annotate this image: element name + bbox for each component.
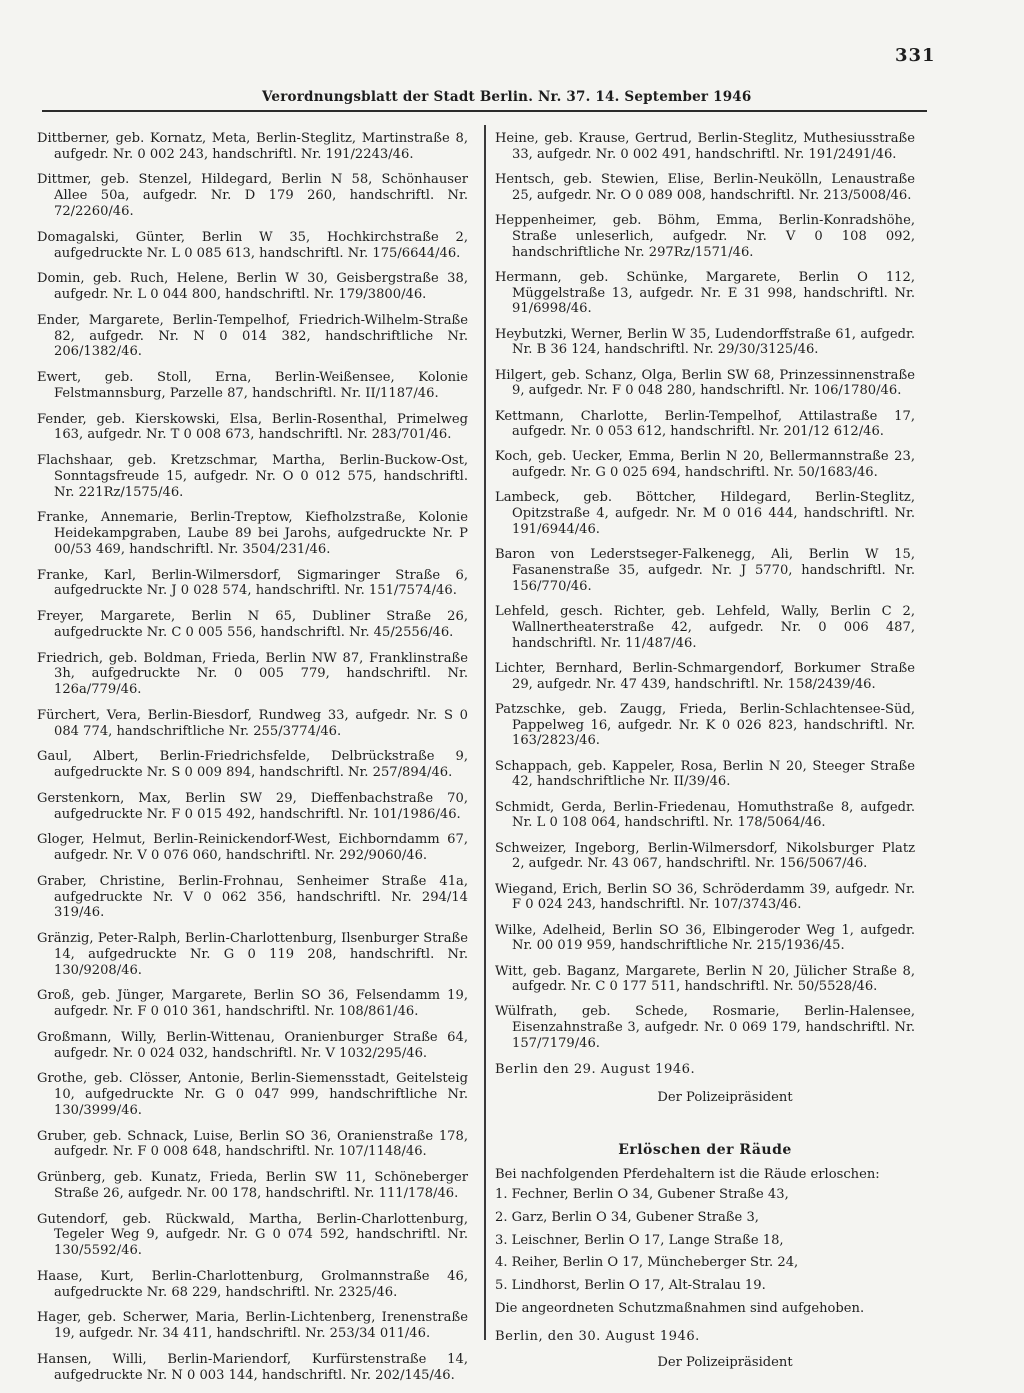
section-intro: Bei nachfolgenden Pferdehaltern ist die Räude erloschen:: [495, 1167, 880, 1183]
list-item: 3. Leischner, Berlin O 17, Lange Straße 18,: [495, 1232, 784, 1248]
list-entry: Großmann, Willy, Berlin-Wittenau, Oranienburger Straße 64, aufgedr. Nr. 0 024 032, handschriftl. Nr. V 1032/295/46.: [37, 1029, 468, 1061]
list-entry: Haase, Kurt, Berlin-Charlottenburg, Grolmannstraße 46, aufgedruckte Nr. 68 229, handschriftl. Nr. 2325/46.: [37, 1268, 468, 1300]
list-entry: Heybutzki, Werner, Berlin W 35, Ludendorffstraße 61, aufgedr. Nr. B 36 124, handschriftl. Nr. 29/30/3125/46.: [495, 326, 915, 358]
list-entry: Lichter, Bernhard, Berlin-Schmargendorf, Borkumer Straße 29, aufgedr. Nr. 47 439, handschriftl. Nr. 158/2439/46.: [495, 660, 915, 692]
list-entry: Lehfeld, gesch. Richter, geb. Lehfeld, Wally, Berlin C 2, Wallnertheaterstraße 42, aufgedr. Nr. 0 006 487, handschriftl. Nr. 11/487/46.: [495, 604, 915, 651]
list-entry: Schappach, geb. Kappeler, Rosa, Berlin N 20, Steeger Straße 42, handschriftliche Nr. II/39/46.: [495, 758, 915, 790]
column-divider: [484, 125, 486, 1340]
right-column: [495, 131, 915, 1370]
list-entry: Franke, Annemarie, Berlin-Treptow, Kiefholzstraße, Kolonie Heidekampgraben, Laube 89 bei Jarohs, aufgedruckte Nr. P 00/53 469, handschriftl. Nr. 3504/231/46.: [37, 510, 468, 557]
section-list: [495, 1187, 915, 1294]
list-entry: Dittmer, geb. Stenzel, Hildegard, Berlin N 58, Schönhauser Allee 50a, aufgedr. Nr. D 179 260, handschriftl. Nr. 72/2260/46.: [37, 172, 468, 220]
list-entry: Hilgert, geb. Schanz, Olga, Berlin SW 68, Prinzessinnenstraße 9, aufgedr. Nr. F 0 048 280, handschriftl. Nr. 106/1780/46.: [495, 367, 915, 399]
list-entry: Gerstenkorn, Max, Berlin SW 29, Dieffenbachstraße 70, aufgedruckte Nr. F 0 015 492, handschriftl. Nr. 101/1986/46.: [37, 790, 468, 822]
section-note: Die angeordneten Schutzmaßnahmen sind aufgehoben.: [495, 1301, 865, 1317]
list-entry: Grünberg, geb. Kunatz, Frieda, Berlin SW 11, Schöneberger Straße 26, aufgedr. Nr. 00 178, handschriftl. Nr. 111/178/46.: [37, 1170, 468, 1201]
header-rule: [42, 110, 927, 112]
list-entry: Wülfrath, geb. Schede, Rosmarie, Berlin-Halensee, Eisenzahnstraße 3, aufgedr. Nr. 0 069 179, handschriftl. Nr. 157/7179/46.: [495, 1004, 915, 1052]
list-entry: Baron von Lederstseger-Falkenegg, Ali, Berlin W 15, Fasanenstraße 35, aufgedr. Nr. J 5770, handschriftl. Nr. 156/770/46.: [495, 547, 915, 594]
signoff: [495, 1062, 915, 1106]
list-entry: Patzschke, geb. Zaugg, Frieda, Berlin-Schlachtensee-Süd, Pappelweg 16, aufgedr. Nr. K 0 026 823, handschriftl. Nr. 163/2823/46.: [495, 701, 915, 749]
running-header: Verordnungsblatt der Stadt Berlin. Nr. 37. 14. September 1946: [262, 89, 752, 105]
list-entry: Gränzig, Peter-Ralph, Berlin-Charlottenburg, Ilsenburger Straße 14, aufgedruckte Nr. G 0 119 208, handschriftl. Nr. 130/9208/46.: [37, 931, 468, 978]
list-entry: Gloger, Helmut, Berlin-Reinickendorf-West, Eichborndamm 67, aufgedr. Nr. V 0 076 060, handschriftl. Nr. 292/9060/46.: [37, 832, 468, 864]
list-item: 5. Lindhorst, Berlin O 17, Alt-Stralau 19.: [495, 1278, 766, 1294]
list-entry: Koch, geb. Uecker, Emma, Berlin N 20, Bellermannstraße 23, aufgedr. Nr. G 0 025 694, handschriftl. Nr. 50/1683/46.: [495, 449, 915, 481]
list-entry: Lambeck, geb. Böttcher, Hildegard, Berlin-Steglitz, Opitzstraße 4, aufgedr. Nr. M 0 016 444, handschriftl. Nr. 191/6944/46.: [495, 490, 915, 538]
list-entry: Fender, geb. Kierskowski, Elsa, Berlin-Rosenthal, Primelweg 163, aufgedr. Nr. T 0 008 673, handschriftl. Nr. 283/701/46.: [37, 411, 468, 443]
list-entry: Groß, geb. Jünger, Margarete, Berlin SO 36, Felsendamm 19, aufgedr. Nr. F 0 010 361, handschriftl. Nr. 108/861/46.: [37, 988, 468, 1020]
left-column: [37, 131, 468, 1393]
list-entry: Gaul, Albert, Berlin-Friedrichsfelde, Delbrückstraße 9, aufgedruckte Nr. S 0 009 894, handschriftl. Nr. 257/894/46.: [37, 749, 468, 781]
list-entry: Wilke, Adelheid, Berlin SO 36, Elbingeroder Weg 1, aufgedr. Nr. 00 019 959, handschriftliche Nr. 215/1936/45.: [495, 922, 915, 954]
list-item: 2. Garz, Berlin O 34, Gubener Straße 3,: [495, 1209, 759, 1225]
list-entry: Domin, geb. Ruch, Helene, Berlin W 30, Geisbergstraße 38, aufgedr. Nr. L 0 044 800, handschriftl. Nr. 179/3800/46.: [37, 271, 468, 303]
list-item: 4. Reiher, Berlin O 17, Müncheberger Str. 24,: [495, 1255, 799, 1271]
list-entry: Gruber, geb. Schnack, Luise, Berlin SO 36, Oranienstraße 178, aufgedr. Nr. F 0 008 648, handschriftl. Nr. 107/1148/46.: [37, 1128, 468, 1160]
list-entry: Dittberner, geb. Kornatz, Meta, Berlin-Steglitz, Martinstraße 8, aufgedr. Nr. 0 002 243, handschriftl. Nr. 191/2243/46.: [37, 131, 468, 162]
list-entry: Witt, geb. Baganz, Margarete, Berlin N 20, Jülicher Straße 8, aufgedr. Nr. C 0 177 511, handschriftl. Nr. 50/5528/46.: [495, 963, 915, 995]
list-entry: Heppenheimer, geb. Böhm, Emma, Berlin-Konradshöhe, Straße unleserlich, aufgedr. Nr. V 0 108 092, handschriftliche Nr. 297Rz/1571/46.: [495, 212, 915, 260]
list-entry: Heine, geb. Krause, Gertrud, Berlin-Steglitz, Muthesiusstraße 33, aufgedr. Nr. 0 002 491, handschriftl. Nr. 191/2491/46.: [495, 131, 915, 162]
list-entry: Graber, Christine, Berlin-Frohnau, Senheimer Straße 41a, aufgedruckte Nr. V 0 062 356, handschriftl. Nr. 294/14 319/46.: [37, 873, 468, 921]
list-entry: Hermann, geb. Schünke, Margarete, Berlin O 112, Müggelstraße 13, aufgedr. Nr. E 31 998, handschriftl. Nr. 91/6998/46.: [495, 269, 915, 317]
list-entry: Fürchert, Vera, Berlin-Biesdorf, Rundweg 33, aufgedr. Nr. S 0 084 774, handschriftliche Nr. 255/3774/46.: [37, 707, 468, 739]
list-entry: Hager, geb. Scherwer, Maria, Berlin-Lichtenberg, Irenenstraße 19, aufgedr. Nr. 34 411, handschriftl. Nr. 253/34 011/46.: [37, 1310, 468, 1342]
list-entry: Gutendorf, geb. Rückwald, Martha, Berlin-Charlottenburg, Tegeler Weg 9, aufgedr. Nr. G 0 074 592, handschriftl. Nr. 130/5592/46.: [37, 1211, 468, 1259]
list-entry: Flachshaar, geb. Kretzschmar, Martha, Berlin-Buckow-Ost, Sonntagsfreude 15, aufgedr. Nr. O 0 012 575, handschriftl. Nr. 221Rz/1575/46.: [37, 452, 468, 500]
list-entry: Wiegand, Erich, Berlin SO 36, Schröderdamm 39, aufgedr. Nr. F 0 024 243, handschriftl. Nr. 107/3743/46.: [495, 881, 915, 913]
list-entry: Ender, Margarete, Berlin-Tempelhof, Friedrich-Wilhelm-Straße 82, aufgedr. Nr. N 0 014 382, handschriftliche Nr. 206/1382/46.: [37, 312, 468, 360]
list-entry: Grothe, geb. Clösser, Antonie, Berlin-Siemensstadt, Geitelsteig 10, aufgedruckte Nr. G 0 047 999, handschriftliche Nr. 130/3999/46.: [37, 1071, 468, 1118]
list-entry: Hansen, Willi, Berlin-Mariendorf, Kurfürstenstraße 14, aufgedruckte Nr. N 0 003 144, handschriftl. Nr. 202/145/46.: [37, 1351, 468, 1383]
section-date: Berlin, den 30. August 1946.: [495, 1328, 700, 1344]
section-authority: Der Polizeipräsident: [657, 1354, 793, 1370]
list-entry: Hentsch, geb. Stewien, Elise, Berlin-Neukölln, Lenaustraße 25, aufgedr. Nr. O 0 089 008, handschriftl. Nr. 213/5008/46.: [495, 171, 915, 203]
list-item: 1. Fechner, Berlin O 34, Gubener Straße 43,: [495, 1187, 789, 1203]
list-entry: Domagalski, Günter, Berlin W 35, Hochkirchstraße 2, aufgedruckte Nr. L 0 085 613, handschriftl. Nr. 175/6644/46.: [37, 229, 468, 261]
signoff-date: Berlin den 29. August 1946.: [495, 1061, 696, 1077]
list-entry: Schweizer, Ingeborg, Berlin-Wilmersdorf, Nikolsburger Platz 2, aufgedr. Nr. 43 067, handschriftl. Nr. 156/5067/46.: [495, 840, 915, 872]
signoff-authority: Der Polizeipräsident: [657, 1089, 793, 1105]
list-entry: Kettmann, Charlotte, Berlin-Tempelhof, Attilastraße 17, aufgedr. Nr. 0 053 612, handschriftl. Nr. 201/12 612/46.: [495, 408, 915, 440]
list-entry: Friedrich, geb. Boldman, Frieda, Berlin NW 87, Franklinstraße 3h, aufgedruckte Nr. 0 005 779, handschriftl. Nr. 126a/779/46.: [37, 650, 468, 698]
list-entry: Freyer, Margarete, Berlin N 65, Dubliner Straße 26, aufgedruckte Nr. C 0 005 556, handschriftl. Nr. 45/2556/46.: [37, 609, 468, 640]
section-title: Erlöschen der Räude: [618, 1142, 792, 1159]
list-entry: Franke, Karl, Berlin-Wilmersdorf, Sigmaringer Straße 6, aufgedruckte Nr. J 0 028 574, handschriftl. Nr. 151/7574/46.: [37, 567, 468, 599]
list-entry: Schmidt, Gerda, Berlin-Friedenau, Homuthstraße 8, aufgedr. Nr. L 0 108 064, handschriftl. Nr. 178/5064/46.: [495, 799, 915, 831]
list-entry: Ewert, geb. Stoll, Erna, Berlin-Weißensee, Kolonie Felstmannsburg, Parzelle 87, handschriftl. Nr. II/1187/46.: [37, 370, 468, 401]
page-number: 331: [895, 45, 936, 66]
